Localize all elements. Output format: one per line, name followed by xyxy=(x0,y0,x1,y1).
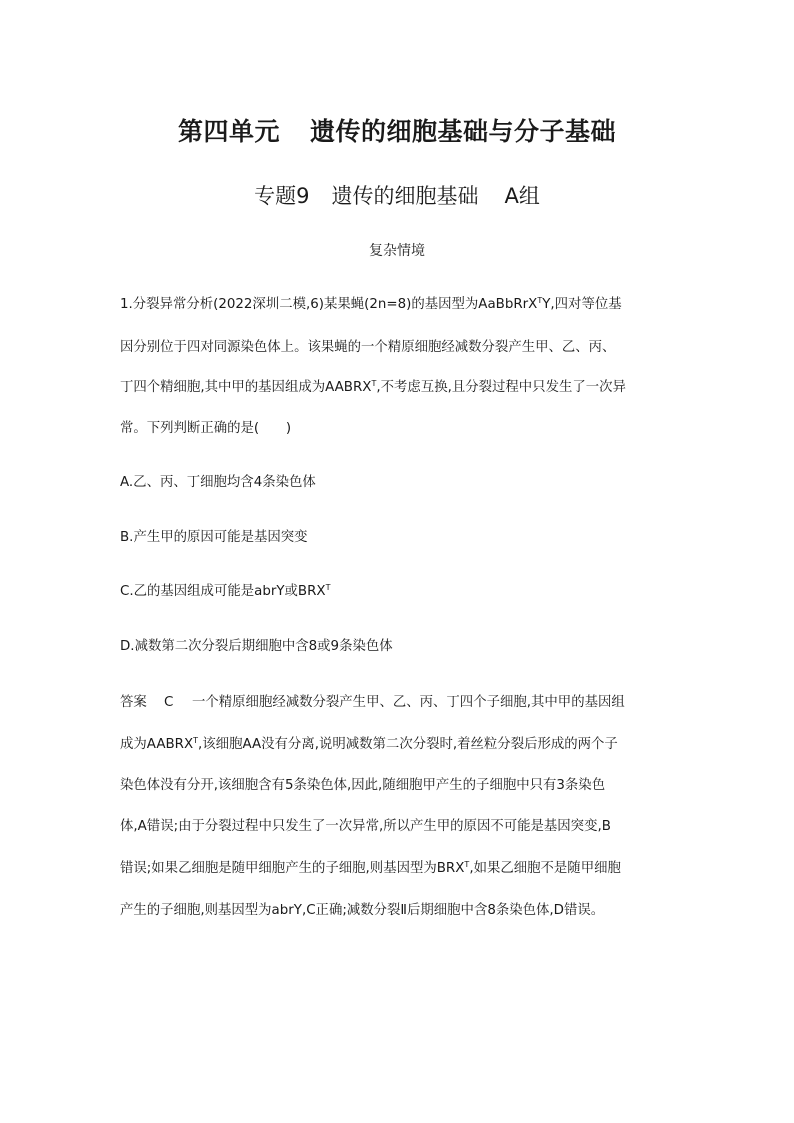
unit-number: 第四单元 xyxy=(177,117,280,146)
question-line-4: 常。下列判断正确的是( ) xyxy=(120,421,292,436)
group-label: A组 xyxy=(504,184,540,208)
question-line-3: 丁四个精细胞,其中甲的基因组成为$AABRX^T$,不考虑互换,且分裂过程中只发生了一次异 xyxy=(120,379,626,395)
option-c: C.乙的基因组成可能是abrY或$BRX^T$ xyxy=(120,583,331,599)
answer-line-4: 体,A错误;由于分裂过程中只发生了一次异常,所以产生甲的原因不可能是基因突变,B xyxy=(120,819,611,834)
answer-line-1: 答案 C 一个精原细胞经减数分裂产生甲、乙、丙、丁四个子细胞,其中甲的基因组 xyxy=(120,695,625,710)
question-line-1: 1.分裂异常分析(2022深圳二模,6)某果蝇(2n=8)的基因型为AaBbRrX$^T$Y,四对等位基 xyxy=(120,296,622,312)
topic-title xyxy=(0,180,794,210)
unit-name: 遗传的细胞基础与分子基础 xyxy=(310,117,617,146)
answer-key: C xyxy=(164,695,174,710)
unit-title xyxy=(0,112,794,148)
answer-line-2: 成为$AABRX^T$,该细胞AA没有分离,说明减数第二次分裂时,着丝粒分裂后形成的两个子 xyxy=(120,736,618,752)
option-a: A.乙、丙、丁细胞均含4条染色体 xyxy=(120,475,316,490)
question-line-2: 因分别位于四对同源染色体上。该果蝇的一个精原细胞经减数分裂产生甲、乙、丙、 xyxy=(120,340,616,355)
topic-number: 专题9 xyxy=(254,184,310,208)
answer-line-6: 产生的子细胞,则基因型为abrY,C正确;减数分裂Ⅱ后期细胞中含8条染色体,D错误。 xyxy=(120,903,605,918)
option-b: B.产生甲的原因可能是基因突变 xyxy=(120,530,308,545)
option-d: D.减数第二次分裂后期细胞中含8或9条染色体 xyxy=(120,639,393,654)
answer-label: 答案 xyxy=(120,695,147,710)
answer-line-5: 错误;如果乙细胞是随甲细胞产生的子细胞,则基因型为$BRX^T$,如果乙细胞不是随甲细胞 xyxy=(120,860,621,876)
context-label: 复杂情境 xyxy=(369,243,425,259)
answer-line-3: 染色体没有分开,该细胞含有5条染色体,因此,随细胞甲产生的子细胞中只有3条染色 xyxy=(120,778,606,793)
topic-name: 遗传的细胞基础 xyxy=(331,184,479,208)
